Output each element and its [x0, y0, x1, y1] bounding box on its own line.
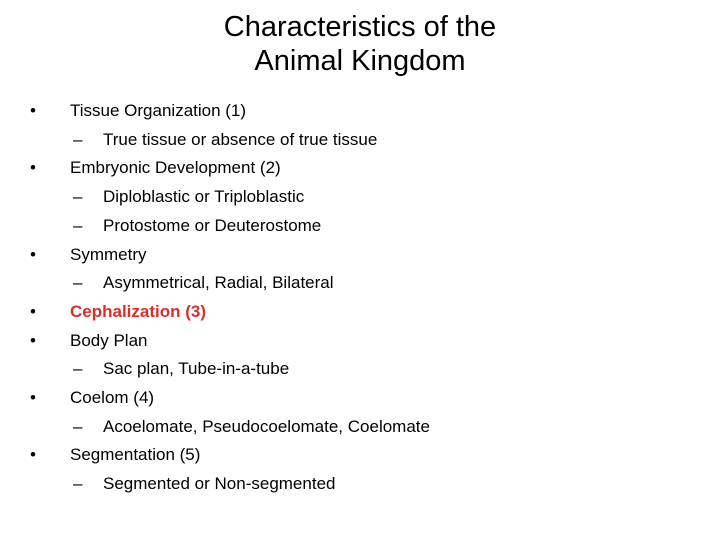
slide-title-line-1: Characteristics of the [223, 11, 497, 43]
sub-text: True tissue or absence of true tissue [103, 129, 378, 149]
sub-item [30, 183, 690, 212]
bullet-marker: • [30, 244, 36, 264]
sub-item [30, 355, 690, 384]
sub-marker: – [73, 273, 83, 293]
bullet-text: Tissue Organization (1) [70, 101, 247, 120]
bullet-item [30, 384, 690, 413]
sub-marker: – [73, 187, 83, 207]
sub-text: Acoelomate, Pseudocoelomate, Coelomate [103, 416, 430, 436]
sub-marker: – [73, 129, 83, 149]
sub-marker: – [73, 416, 83, 436]
bullet-item [30, 154, 690, 183]
sub-marker: – [73, 359, 83, 379]
bullet-list [30, 97, 690, 499]
bullet-marker: • [30, 445, 36, 465]
sub-text: Diploblastic or Triploblastic [103, 187, 305, 207]
sub-item [30, 413, 690, 442]
bullet-marker: • [30, 301, 36, 321]
bullet-text: Coelom (4) [70, 388, 155, 408]
bullet-item [30, 298, 690, 327]
bullet-text: Body Plan [70, 330, 148, 350]
sub-text: Protostome or Deuterostome [103, 215, 322, 235]
bullet-marker: • [30, 101, 36, 120]
bullet-marker: • [30, 158, 36, 178]
slide-title-line-2: Animal Kingdom [254, 45, 466, 77]
sub-item [30, 212, 690, 241]
sub-marker: – [73, 474, 83, 494]
bullet-item [30, 327, 690, 356]
bullet-text: Symmetry [70, 244, 147, 264]
sub-item [30, 126, 690, 155]
bullet-item [30, 441, 690, 470]
bullet-marker: • [30, 330, 36, 350]
sub-item [30, 470, 690, 499]
bullet-marker: • [30, 388, 36, 408]
bullet-item [30, 241, 690, 270]
sub-text: Segmented or Non-segmented [103, 474, 336, 494]
sub-item [30, 269, 690, 298]
bullet-text: Cephalization (3) [70, 301, 207, 321]
bullet-text: Embryonic Development (2) [70, 158, 281, 178]
sub-marker: – [73, 215, 83, 235]
sub-text: Asymmetrical, Radial, Bilateral [103, 273, 334, 293]
sub-text: Sac plan, Tube-in-a-tube [103, 359, 290, 379]
bullet-text: Segmentation (5) [70, 445, 201, 465]
bullet-item [30, 97, 690, 126]
slide-title [0, 10, 720, 78]
